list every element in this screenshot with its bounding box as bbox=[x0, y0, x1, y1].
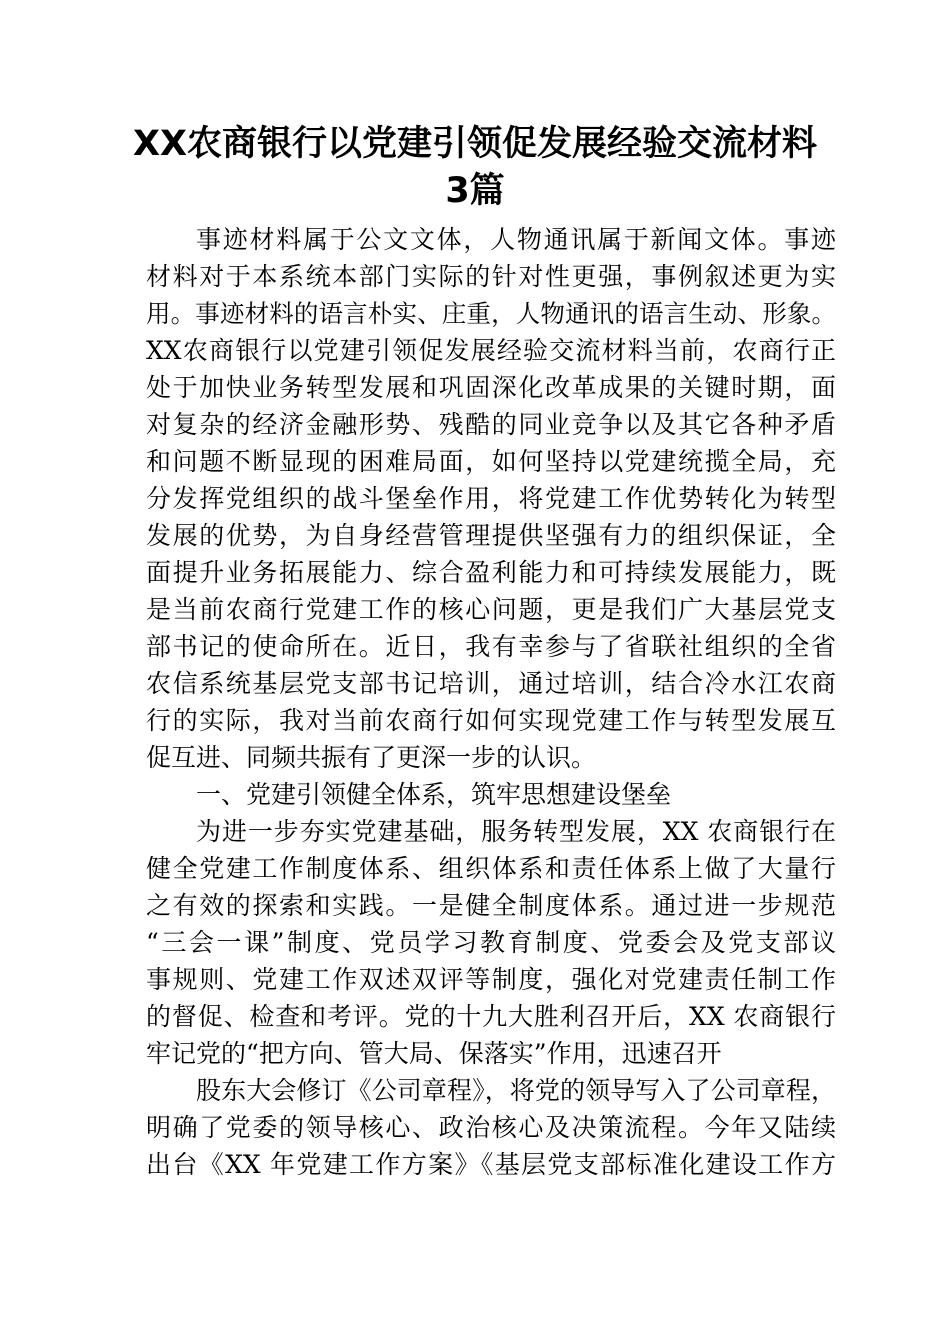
body-line: 行的实际，我对当前农商行如何实现党建工作与转型发展互 bbox=[146, 706, 836, 735]
document-title-line-2: 3篇 bbox=[445, 171, 505, 211]
body-line: 出台《XX 年党建工作方案》《基层党支部标准化建设工作方 bbox=[146, 1150, 836, 1179]
body-line: 之有效的探索和实践。一是健全制度体系。通过进一步规范 bbox=[146, 891, 836, 920]
body-line: 明确了党委的领导核心、政治核心及决策流程。今年又陆续 bbox=[146, 1113, 836, 1142]
body-line: 农信系统基层党支部书记培训，通过培训，结合冷水江农商 bbox=[146, 669, 836, 698]
body-line: 的督促、检查和考评。党的十九大胜利召开后，XX 农商银行 bbox=[146, 1002, 836, 1031]
body-line: 材料对于本系统本部门实际的针对性更强，事例叙述更为实 bbox=[146, 262, 836, 291]
body-line: 部书记的使命所在。近日，我有幸参与了省联社组织的全省 bbox=[146, 632, 836, 661]
body-line: 用。事迹材料的语言朴实、庄重，人物通讯的语言生动、形象。 bbox=[146, 299, 836, 328]
body-line: 股东大会修订《公司章程》，将党的领导写入了公司章程， bbox=[196, 1076, 836, 1105]
body-line: “三会一课”制度、党员学习教育制度、党委会及党支部议 bbox=[146, 928, 836, 957]
body-line: 分发挥党组织的战斗堡垒作用，将党建工作优势转化为转型 bbox=[146, 484, 836, 513]
document-title-line-1: XX农商银行以党建引领促发展经验交流材料 bbox=[133, 124, 817, 164]
body-line: 促互进、同频共振有了更深一步的认识。 bbox=[146, 743, 597, 772]
body-line: 事迹材料属于公文文体，人物通讯属于新闻文体。事迹 bbox=[196, 225, 836, 254]
body-line: 发展的优势，为自身经营管理提供坚强有力的组织保证，全 bbox=[146, 521, 836, 550]
body-line: 事规则、党建工作双述双评等制度，强化对党建责任制工作 bbox=[146, 965, 836, 994]
body-line: 对复杂的经济金融形势、残酷的同业竞争以及其它各种矛盾 bbox=[146, 410, 836, 439]
body-line: XX农商银行以党建引领促发展经验交流材料当前，农商行正 bbox=[146, 336, 836, 365]
section-heading: 一、党建引领健全体系，筑牢思想建设堡垒 bbox=[196, 780, 672, 809]
body-line: 面提升业务拓展能力、综合盈利能力和可持续发展能力，既 bbox=[146, 558, 836, 587]
body-line: 牢记党的“把方向、管大局、保落实”作用，迅速召开 bbox=[146, 1039, 722, 1068]
body-line: 和问题不断显现的困难局面，如何坚持以党建统揽全局，充 bbox=[146, 447, 836, 476]
body-line: 为进一步夯实党建基础，服务转型发展，XX 农商银行在 bbox=[196, 817, 836, 846]
body-line: 处于加快业务转型发展和巩固深化改革成果的关键时期，面 bbox=[146, 373, 836, 402]
body-line: 是当前农商行党建工作的核心问题，更是我们广大基层党支 bbox=[146, 595, 836, 624]
body-line: 健全党建工作制度体系、组织体系和责任体系上做了大量行 bbox=[146, 854, 836, 883]
